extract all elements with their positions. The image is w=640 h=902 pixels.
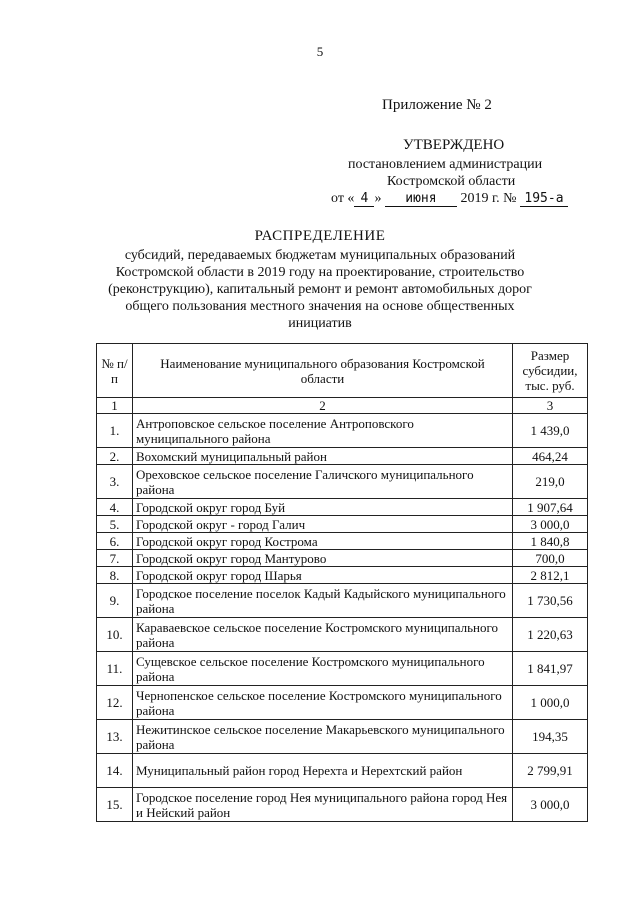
row-amount: 2 799,91 (513, 754, 588, 788)
table-row (97, 414, 588, 448)
document-title: РАСПРЕДЕЛЕНИЕ (254, 228, 386, 244)
order-line (331, 191, 568, 207)
row-amount: 3 000,0 (513, 516, 588, 533)
row-amount: 1 730,56 (513, 584, 588, 618)
row-name: Вохомский муниципальный район (133, 448, 513, 465)
row-amount: 194,35 (513, 720, 588, 754)
order-day: 4 (354, 191, 374, 207)
index-cell-3: 3 (513, 398, 588, 414)
row-name: Чернопенское сельское поселение Костромского муниципального района (133, 686, 513, 720)
row-name: Караваевское сельское поселение Костромского муниципального района (133, 618, 513, 652)
index-cell-2: 2 (133, 398, 513, 414)
row-num: 7. (97, 550, 133, 567)
row-name: Сущевское сельское поселение Костромского муниципального района (133, 652, 513, 686)
row-amount: 1 220,63 (513, 618, 588, 652)
row-amount: 1 841,97 (513, 652, 588, 686)
order-number: 195-а (520, 191, 568, 207)
row-amount: 1 907,64 (513, 499, 588, 516)
index-cell-1: 1 (97, 398, 133, 414)
row-num: 12. (97, 686, 133, 720)
order-from-prefix: от « (331, 191, 355, 206)
row-amount: 1 439,0 (513, 414, 588, 448)
row-name: Городской округ город Кострома (133, 533, 513, 550)
header-num: № п/п (97, 344, 133, 398)
table-row (97, 652, 588, 686)
table-row (97, 720, 588, 754)
table-row (97, 516, 588, 533)
table-row (97, 465, 588, 499)
row-name: Городской округ - город Галич (133, 516, 513, 533)
table-row (97, 686, 588, 720)
row-num: 4. (97, 499, 133, 516)
row-amount: 219,0 (513, 465, 588, 499)
row-amount: 3 000,0 (513, 788, 588, 822)
row-num: 11. (97, 652, 133, 686)
subsidy-table (96, 343, 588, 822)
row-name: Городской округ город Мантурово (133, 550, 513, 567)
header-amount: Размер субсидии, тыс. руб. (513, 344, 588, 398)
approved-by-text: постановлением администрации (348, 157, 543, 172)
table-row (97, 754, 588, 788)
page-number: 5 (316, 44, 324, 59)
table-row (97, 584, 588, 618)
table-row (97, 567, 588, 584)
row-amount: 464,24 (513, 448, 588, 465)
row-amount: 1 840,8 (513, 533, 588, 550)
row-name: Муниципальный район город Нерехта и Нерехтский район (133, 754, 513, 788)
table-row (97, 618, 588, 652)
row-num: 1. (97, 414, 133, 448)
appendix-label: Приложение № 2 (382, 97, 492, 113)
row-num: 3. (97, 465, 133, 499)
document-subtitle: субсидий, передаваемых бюджетам муниципальных образований Костромской области в 2019 году на проектирование, строительство (реконструкцию), капитальный ремонт и ремонт автомобильных дорог общего пользования местного значения на основе общественных инициатив (108, 248, 532, 331)
region-text: Костромской области (387, 174, 516, 189)
row-num: 5. (97, 516, 133, 533)
table-row (97, 448, 588, 465)
row-num: 9. (97, 584, 133, 618)
row-name: Городское поселение город Нея муниципального района город Нея и Нейский район (133, 788, 513, 822)
row-num: 10. (97, 618, 133, 652)
table-row (97, 533, 588, 550)
row-name: Антроповское сельское поселение Антроповского муниципального района (133, 414, 513, 448)
row-num: 13. (97, 720, 133, 754)
row-num: 14. (97, 754, 133, 788)
row-amount: 700,0 (513, 550, 588, 567)
order-day-suffix: » (374, 191, 382, 206)
table-index-row (97, 398, 588, 414)
row-num: 8. (97, 567, 133, 584)
table-row (97, 550, 588, 567)
header-name: Наименование муниципального образования Костромской области (133, 344, 513, 398)
row-amount: 1 000,0 (513, 686, 588, 720)
row-num: 15. (97, 788, 133, 822)
row-name: Ореховское сельское поселение Галичского муниципального района (133, 465, 513, 499)
row-name: Нежитинское сельское поселение Макарьевского муниципального района (133, 720, 513, 754)
table-header-row (97, 344, 588, 398)
row-num: 2. (97, 448, 133, 465)
table-row (97, 788, 588, 822)
row-name: Городской округ город Буй (133, 499, 513, 516)
row-num: 6. (97, 533, 133, 550)
row-name: Городской округ город Шарья (133, 567, 513, 584)
approved-label: УТВЕРЖДЕНО (403, 137, 505, 153)
row-name: Городское поселение поселок Кадый Кадыйского муниципального района (133, 584, 513, 618)
order-year-text: 2019 г. № (460, 191, 517, 206)
row-amount: 2 812,1 (513, 567, 588, 584)
table-row (97, 499, 588, 516)
order-month: июня (385, 191, 457, 207)
